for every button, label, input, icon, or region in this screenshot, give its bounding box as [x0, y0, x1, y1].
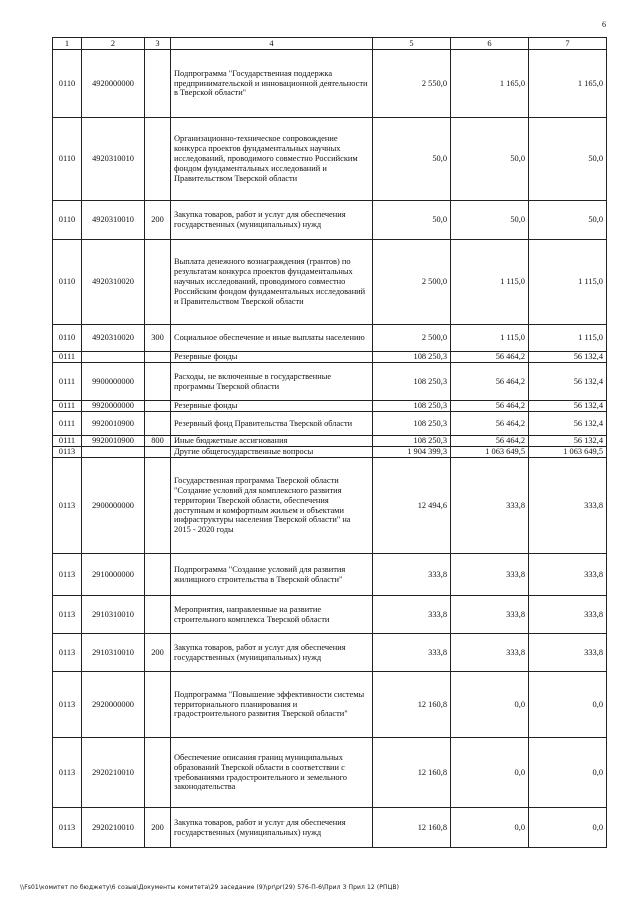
- table-row: [53, 808, 607, 848]
- table-row: [53, 50, 607, 118]
- table-row: [53, 412, 607, 436]
- amount-col6: 0,0: [451, 808, 529, 848]
- expense-type-code: [145, 458, 171, 554]
- expense-type-code: [145, 50, 171, 118]
- expense-type-code: [145, 401, 171, 412]
- item-name: Организационно-техническое сопровождение конкурса проектов фундаментальных научных исследований, проводимого совместно Российским фондом фундаментальных исследований и Правительством Тверской области: [171, 118, 373, 201]
- amount-col6: 50,0: [451, 118, 529, 201]
- table-row: [53, 458, 607, 554]
- section-code: 0110: [53, 118, 82, 201]
- amount-col6: 333,8: [451, 554, 529, 596]
- target-code: 9920000000: [82, 401, 145, 412]
- amount-col6: 50,0: [451, 201, 529, 240]
- target-code: 4920310020: [82, 325, 145, 352]
- target-code: 2910000000: [82, 554, 145, 596]
- amount-col5: 333,8: [373, 554, 451, 596]
- amount-col6: 333,8: [451, 596, 529, 634]
- amount-col6: 56 464,2: [451, 352, 529, 363]
- table-row: [53, 240, 607, 325]
- item-name: Резервный фонд Правительства Тверской области: [171, 412, 373, 436]
- table-row: [53, 596, 607, 634]
- expense-type-code: [145, 447, 171, 458]
- amount-col5: 2 500,0: [373, 325, 451, 352]
- item-name: Государственная программа Тверской области "Создание условий для комплексного развития территории Тверской области, обеспечения доступным и комфортным жильем и объектами инфраструктуры населения Тверской области" на 2015 - 2020 годы: [171, 458, 373, 554]
- header-cell: 6: [451, 38, 529, 50]
- item-name: Социальное обеспечение и иные выплаты населению: [171, 325, 373, 352]
- table-row: [53, 554, 607, 596]
- amount-col5: 333,8: [373, 596, 451, 634]
- amount-col5: 12 160,8: [373, 808, 451, 848]
- amount-col6: 0,0: [451, 672, 529, 738]
- amount-col5: 50,0: [373, 201, 451, 240]
- amount-col5: 1 904 399,3: [373, 447, 451, 458]
- target-code: 9920010900: [82, 436, 145, 447]
- amount-col6: 333,8: [451, 458, 529, 554]
- section-code: 0113: [53, 596, 82, 634]
- section-code: 0110: [53, 50, 82, 118]
- section-code: 0111: [53, 436, 82, 447]
- item-name: Закупка товаров, работ и услуг для обеспечения государственных (муниципальных) нужд: [171, 808, 373, 848]
- amount-col7: 0,0: [529, 738, 607, 808]
- amount-col7: 333,8: [529, 596, 607, 634]
- expense-type-code: [145, 412, 171, 436]
- amount-col6: 56 464,2: [451, 436, 529, 447]
- item-name: Выплата денежного вознаграждения (грантов) по результатам конкурса проектов фундаментальных научных исследований, проводимого совместно Российским фондом фундаментальных исследований и Правительством Тверской области: [171, 240, 373, 325]
- section-code: 0113: [53, 554, 82, 596]
- item-name: Мероприятия, направленные на развитие строительного комплекса Тверской области: [171, 596, 373, 634]
- table-row: [53, 401, 607, 412]
- amount-col6: 0,0: [451, 738, 529, 808]
- expense-type-code: [145, 240, 171, 325]
- table-row: [53, 436, 607, 447]
- amount-col7: 333,8: [529, 634, 607, 672]
- section-code: 0113: [53, 447, 82, 458]
- item-name: Подпрограмма "Повышение эффективности системы территориального планирования и градостроительного развития Тверской области": [171, 672, 373, 738]
- section-code: 0111: [53, 412, 82, 436]
- amount-col5: 108 250,3: [373, 401, 451, 412]
- item-name: Закупка товаров, работ и услуг для обеспечения государственных (муниципальных) нужд: [171, 634, 373, 672]
- amount-col6: 1 165,0: [451, 50, 529, 118]
- header-row: [53, 38, 607, 50]
- amount-col5: 108 250,3: [373, 436, 451, 447]
- amount-col7: 333,8: [529, 458, 607, 554]
- section-code: 0110: [53, 325, 82, 352]
- amount-col7: 56 132,4: [529, 363, 607, 401]
- expense-type-code: 200: [145, 808, 171, 848]
- amount-col7: 56 132,4: [529, 412, 607, 436]
- section-code: 0111: [53, 363, 82, 401]
- expense-type-code: 200: [145, 634, 171, 672]
- item-name: Резервные фонды: [171, 401, 373, 412]
- amount-col6: 56 464,2: [451, 412, 529, 436]
- section-code: 0110: [53, 201, 82, 240]
- target-code: [82, 447, 145, 458]
- amount-col7: 56 132,4: [529, 436, 607, 447]
- target-code: 9900000000: [82, 363, 145, 401]
- target-code: 2910310010: [82, 634, 145, 672]
- section-code: 0110: [53, 240, 82, 325]
- header-cell: 7: [529, 38, 607, 50]
- amount-col7: 1 115,0: [529, 325, 607, 352]
- amount-col7: 56 132,4: [529, 401, 607, 412]
- amount-col5: 12 160,8: [373, 672, 451, 738]
- expense-type-code: [145, 554, 171, 596]
- table-row: [53, 672, 607, 738]
- amount-col6: 56 464,2: [451, 401, 529, 412]
- expense-type-code: 200: [145, 201, 171, 240]
- amount-col5: 2 500,0: [373, 240, 451, 325]
- target-code: 9920010900: [82, 412, 145, 436]
- item-name: Резервные фонды: [171, 352, 373, 363]
- amount-col7: 50,0: [529, 118, 607, 201]
- section-code: 0113: [53, 672, 82, 738]
- amount-col7: 0,0: [529, 808, 607, 848]
- amount-col7: 1 063 649,5: [529, 447, 607, 458]
- amount-col5: 108 250,3: [373, 352, 451, 363]
- amount-col5: 2 550,0: [373, 50, 451, 118]
- item-name: Другие общегосударственные вопросы: [171, 447, 373, 458]
- table-row: [53, 447, 607, 458]
- amount-col6: 333,8: [451, 634, 529, 672]
- budget-table: [52, 37, 607, 848]
- item-name: Подпрограмма "Создание условий для развития жилищного строительства в Тверской области": [171, 554, 373, 596]
- expense-type-code: [145, 363, 171, 401]
- expense-type-code: 300: [145, 325, 171, 352]
- table-row: [53, 352, 607, 363]
- item-name: Подпрограмма "Государственная поддержка предпринимательской и инновационной деятельности в Тверской области": [171, 50, 373, 118]
- amount-col5: 50,0: [373, 118, 451, 201]
- item-name: Обеспечение описания границ муниципальных образований Тверской области в соответствии с требованиями градостроительного и земельного законодательства: [171, 738, 373, 808]
- table-row: [53, 363, 607, 401]
- header-cell: 5: [373, 38, 451, 50]
- amount-col7: 1 165,0: [529, 50, 607, 118]
- table-row: [53, 201, 607, 240]
- target-code: 2920000000: [82, 672, 145, 738]
- target-code: 2910310010: [82, 596, 145, 634]
- target-code: 2920210010: [82, 738, 145, 808]
- target-code: [82, 352, 145, 363]
- expense-type-code: [145, 672, 171, 738]
- section-code: 0113: [53, 458, 82, 554]
- header-cell: 4: [171, 38, 373, 50]
- table-row: [53, 118, 607, 201]
- header-cell: 3: [145, 38, 171, 50]
- amount-col5: 12 160,8: [373, 738, 451, 808]
- amount-col7: 0,0: [529, 672, 607, 738]
- amount-col6: 1 115,0: [451, 325, 529, 352]
- item-name: Иные бюджетные ассигнования: [171, 436, 373, 447]
- amount-col5: 12 494,6: [373, 458, 451, 554]
- target-code: 4920310010: [82, 118, 145, 201]
- section-code: 0113: [53, 808, 82, 848]
- amount-col6: 1 063 649,5: [451, 447, 529, 458]
- expense-type-code: [145, 118, 171, 201]
- header-cell: 1: [53, 38, 82, 50]
- page-number: 6: [602, 20, 606, 29]
- expense-type-code: [145, 596, 171, 634]
- amount-col7: 333,8: [529, 554, 607, 596]
- target-code: 2900000000: [82, 458, 145, 554]
- item-name: Закупка товаров, работ и услуг для обеспечения государственных (муниципальных) нужд: [171, 201, 373, 240]
- target-code: 4920000000: [82, 50, 145, 118]
- target-code: 4920310010: [82, 201, 145, 240]
- amount-col7: 56 132,4: [529, 352, 607, 363]
- file-path-footer: \\Fs01\комитет по бюджету\6 созыв\Документы комитета\29 заседание (9)\pr\pr(29) 576-П-6\Прил 3 Прил 12 (РПЦВ): [20, 884, 400, 891]
- expense-type-code: [145, 738, 171, 808]
- amount-col7: 1 115,0: [529, 240, 607, 325]
- item-name: Расходы, не включенные в государственные программы Тверской области: [171, 363, 373, 401]
- section-code: 0111: [53, 352, 82, 363]
- section-code: 0111: [53, 401, 82, 412]
- table-row: [53, 738, 607, 808]
- header-cell: 2: [82, 38, 145, 50]
- target-code: 2920210010: [82, 808, 145, 848]
- section-code: 0113: [53, 738, 82, 808]
- amount-col5: 108 250,3: [373, 363, 451, 401]
- amount-col7: 50,0: [529, 201, 607, 240]
- table-row: [53, 634, 607, 672]
- table-row: [53, 325, 607, 352]
- expense-type-code: [145, 352, 171, 363]
- amount-col5: 108 250,3: [373, 412, 451, 436]
- amount-col6: 56 464,2: [451, 363, 529, 401]
- section-code: 0113: [53, 634, 82, 672]
- target-code: 4920310020: [82, 240, 145, 325]
- amount-col6: 1 115,0: [451, 240, 529, 325]
- amount-col5: 333,8: [373, 634, 451, 672]
- expense-type-code: 800: [145, 436, 171, 447]
